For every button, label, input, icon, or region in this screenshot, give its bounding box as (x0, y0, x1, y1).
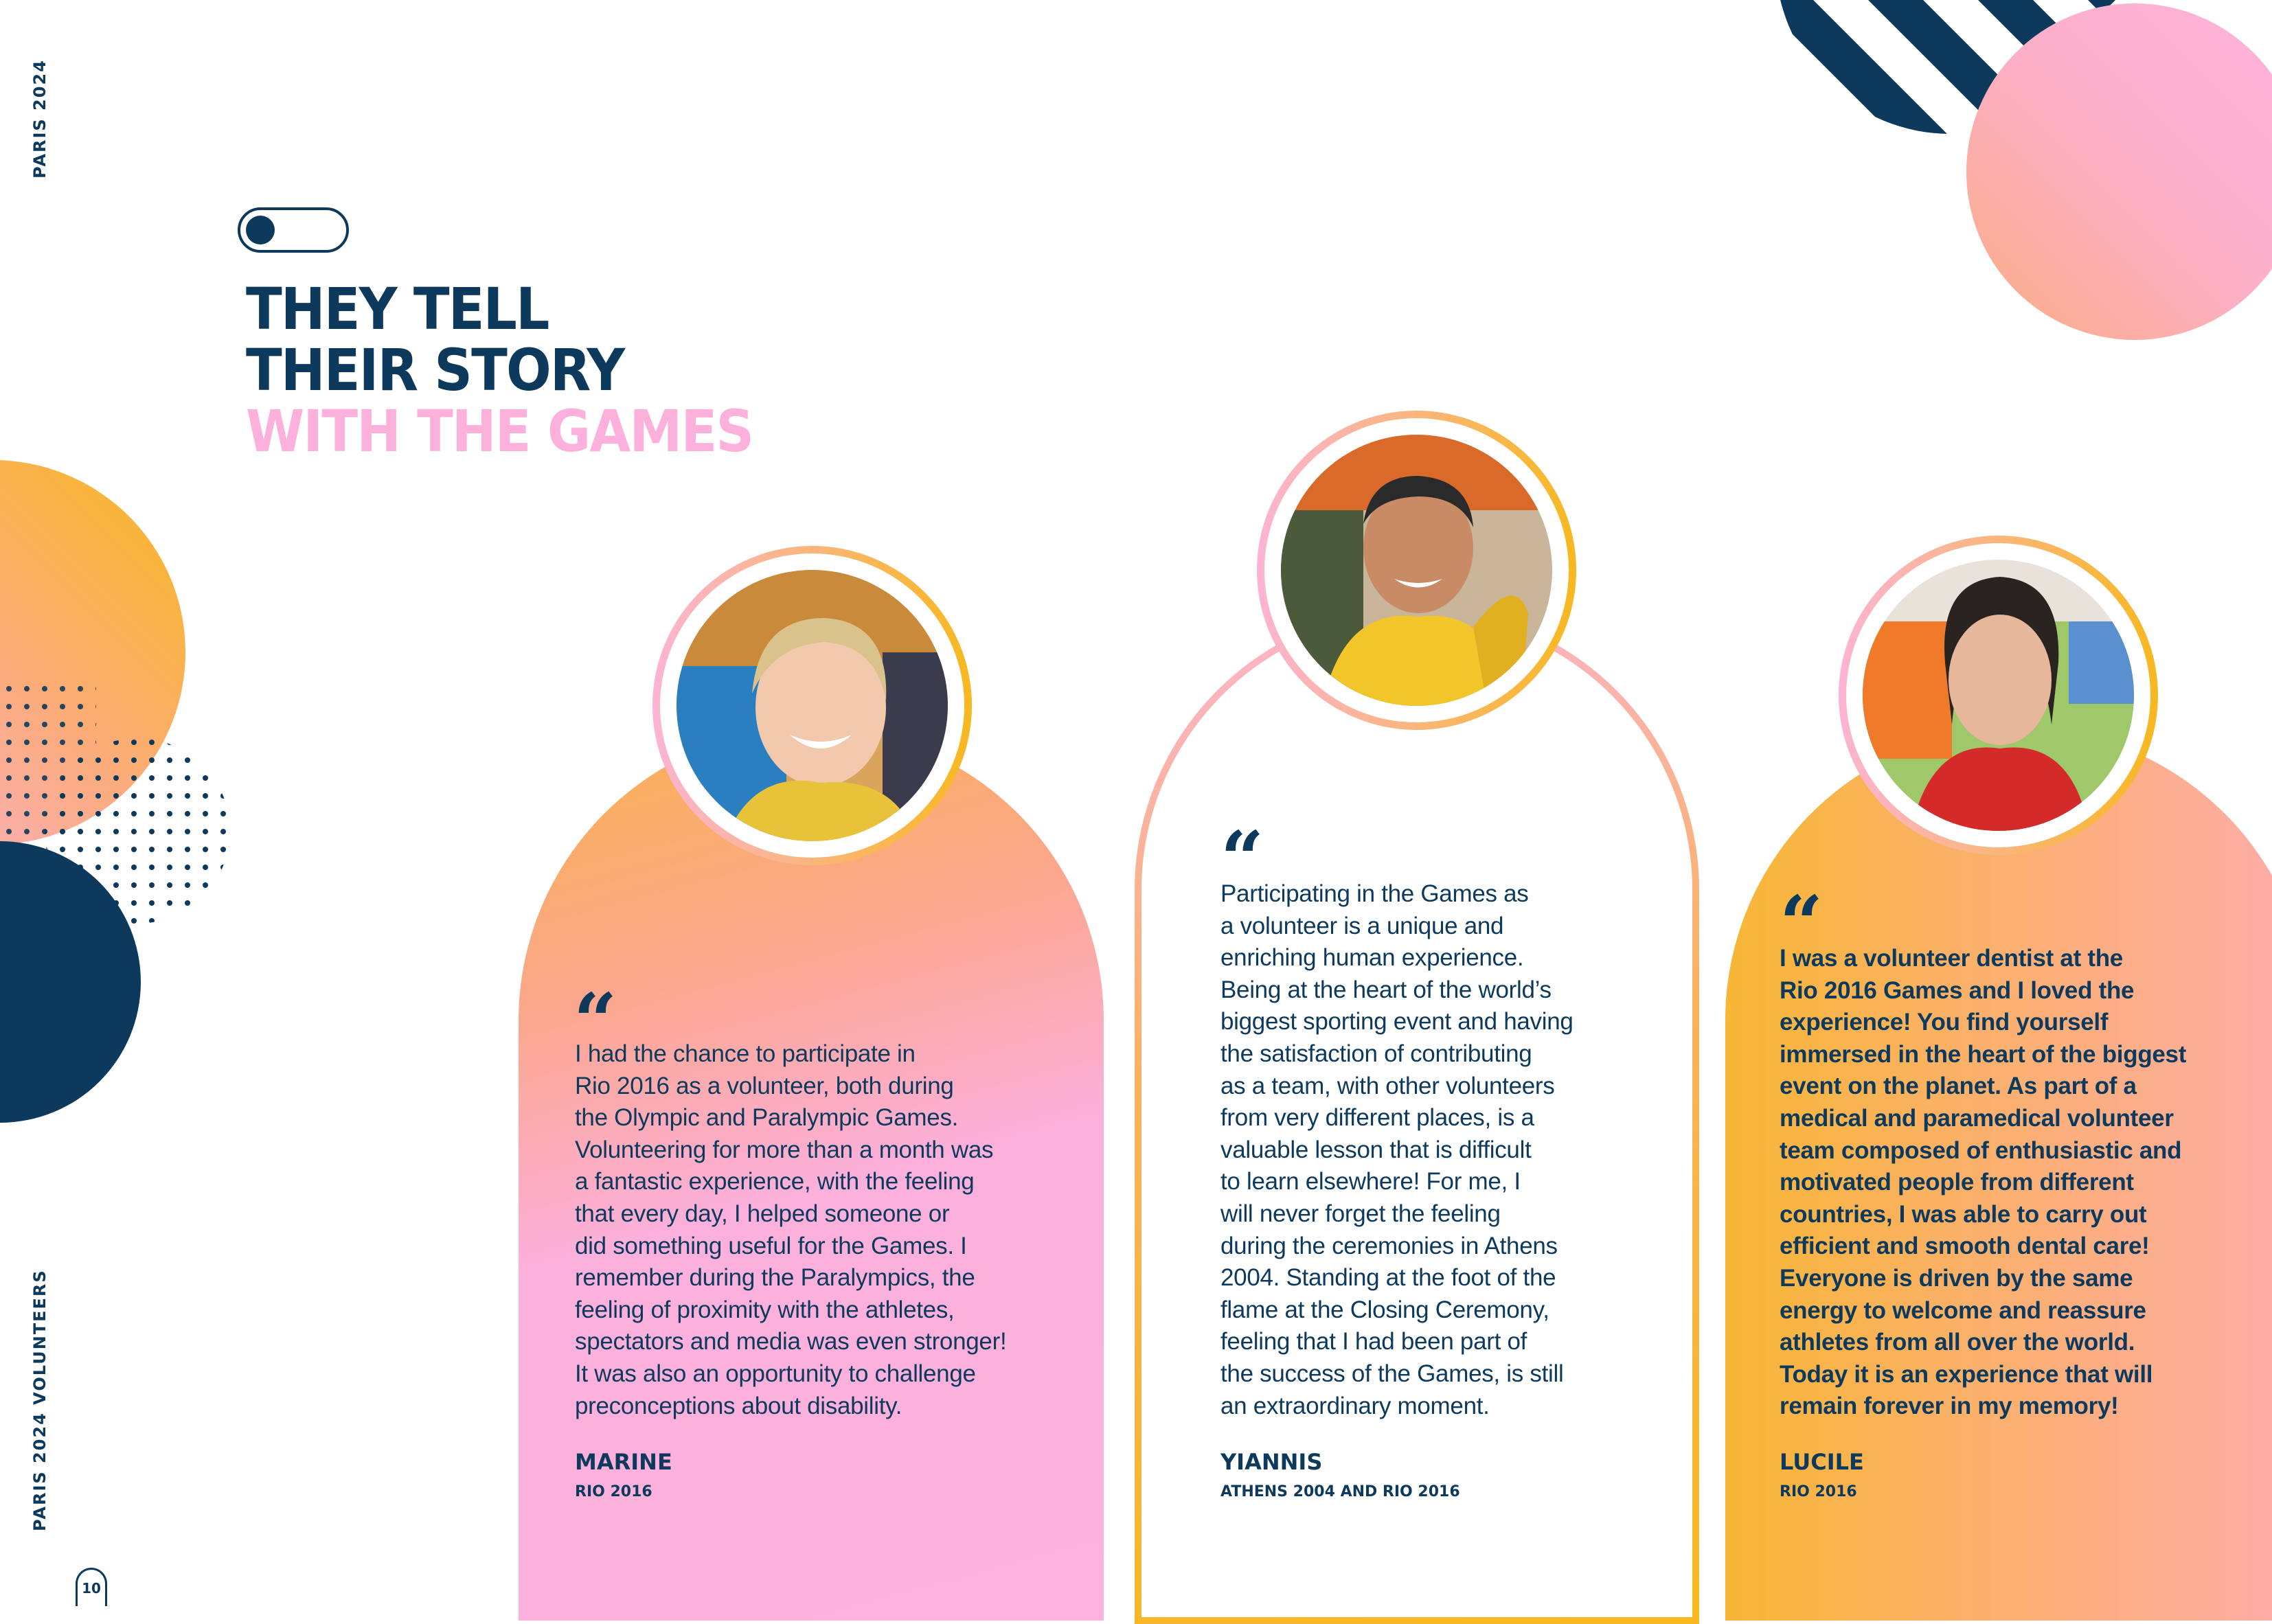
portrait-icon (677, 570, 948, 841)
page-number-left: 10 (76, 1568, 107, 1606)
title-line-1: THEY TELL (246, 275, 549, 343)
side-label-top: PARIS 2024 (30, 59, 49, 179)
quote-text-marine: I had the chance to participate in Rio 2016 as a volunteer, both during the Olympic and Paralympic Games. Volunteering for more than a month was a fantastic experience, with the feeling that every day, I helped someone or did something useful for the Games. I remember during the Paralympics, the feeling of proximity with the athletes, spectators and media was even stronger! It was also an opportunity to challenge preconceptions about disability. (575, 1040, 1007, 1419)
decorative-circles-top-right (1758, 0, 2272, 343)
quote-icon-lucile: “ (1780, 886, 1824, 934)
quote-games-lucile: RIO 2016 (1780, 1483, 1857, 1500)
toggle-switch[interactable] (238, 207, 349, 253)
quote-text-yiannis: Participating in the Games as a volunteer is a unique and enriching human experience. Being at the heart of the world’s biggest sporting event and having the satisfaction of contributing as a team, with other volunteers from very different places, is a valuable lesson that is difficult to learn elsewhere! For me, I will never forget the feeling during the ceremonies in Athens 2004. Standing at the foot of the flame at the Closing Ceremony, feeling that I had been part of the success of the Games, is still an extraordinary moment. (1220, 880, 1574, 1419)
avatar-lucile (1863, 560, 2134, 831)
quote-name-yiannis: YIANNIS (1220, 1449, 1323, 1475)
decorative-circles-left (0, 412, 247, 1133)
quote-name-lucile: LUCILE (1780, 1449, 1864, 1475)
side-label-bottom: PARIS 2024 VOLUNTEERS (30, 1269, 49, 1531)
quote-games-marine: RIO 2016 (575, 1483, 652, 1500)
toggle-knob (246, 216, 275, 244)
quote-games-yiannis: ATHENS 2004 AND RIO 2016 (1220, 1483, 1460, 1500)
avatar-marine (677, 570, 948, 841)
title-line-2: THEIR STORY (246, 336, 624, 404)
quote-icon-marine: “ (573, 983, 617, 1031)
avatar-yiannis (1281, 435, 1552, 706)
quote-text-lucile: I was a volunteer dentist at the Rio 2016 Games and I loved the experience! You find yourself immersed in the heart of the biggest event on the planet. As part of a medical and paramedical volunteer team composed of enthusiastic and motivated people from different countries, I was able to carry out efficient and smooth dental care! Everyone is driven by the same energy to welcome and reassure athletes from all over the world. Today it is an experience that will remain forever in my memory! (1780, 945, 2187, 1420)
quote-icon-yiannis: “ (1220, 821, 1264, 869)
quote-name-marine: MARINE (575, 1449, 672, 1475)
portrait-icon (1281, 435, 1552, 706)
portrait-icon (1863, 560, 2134, 831)
title-line-3: WITH THE GAMES (246, 398, 753, 465)
